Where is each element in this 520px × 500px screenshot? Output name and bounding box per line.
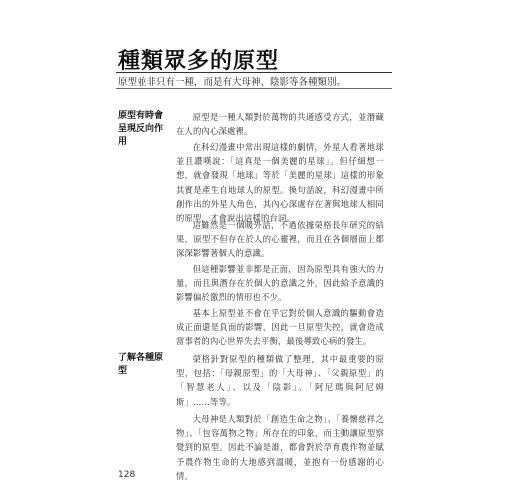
body-paragraph: 這雖然是一個暖外話，不過依據榮格長年研究的結果，原型不但存在於人的心靈裡，而且在各個層面上都深深影響著個人的意識。	[176, 220, 384, 259]
body-paragraph: 基本上原型並不會在乎它對於個人意識的驅動會造成正面還是負面的影響，因此一旦原型失控，就會造成當事者的內心世界失去平衡，最後導致心病的發生。	[176, 308, 384, 347]
body-paragraph: 大母神是人類對於「創造生命之物」、「養懷慈祥之物」、「包容萬物之物」所存在的印象，而主動讓原型察覺到的原型。因此不論是誰，都會對於孕育農作物並賦予農作物生命的大地感到溫暖，並抱有一份感謝的心情。	[176, 414, 384, 481]
section-heading: 原型有時會呈現反向作用	[118, 111, 164, 147]
body-paragraph: 原型是一種人類對於萬物的共通感受方式，並潛藏在人的內心深處裡。	[176, 112, 384, 137]
page-subtitle: 原型並非只有一種，而是有大母神、陰影等各種類別。	[118, 77, 347, 88]
section-heading: 了解各種原型	[118, 353, 164, 376]
body-paragraph: 榮格針對原型的種類做了整理，其中最重要的原型，包括：「母親原型」的「大母神」、「父親原型」的「智慧老人」、以及「陰影」、「阿尼瑪與阿尼姆斯」……等等。	[176, 354, 384, 407]
page-title: 種類眾多的原型	[118, 49, 280, 74]
title-divider	[116, 72, 392, 73]
body-paragraph: 在科幻漫畫中常出現這樣的劇情，外星人看著地球並且讚嘆說：「這真是一個美麗的星球」。但仔細想一想，就會發現「地球」等於「美麗的星球」這樣的形象其實是產生自地球人的原型。換句話說，科幻漫畫中所創作出的外星人角色，其內心深處存在著與地球人相同的原型，才會說出這樣的台詞。	[176, 142, 384, 224]
body-paragraph: 但這種影響並非都是正面，因為原型具有強大的力量，而且與潛存在於個人的意識之外，因此給予意識的影響偏於激烈的情形也不少。	[176, 264, 384, 303]
subtitle-divider	[116, 88, 392, 89]
page-number: 128	[118, 470, 136, 480]
